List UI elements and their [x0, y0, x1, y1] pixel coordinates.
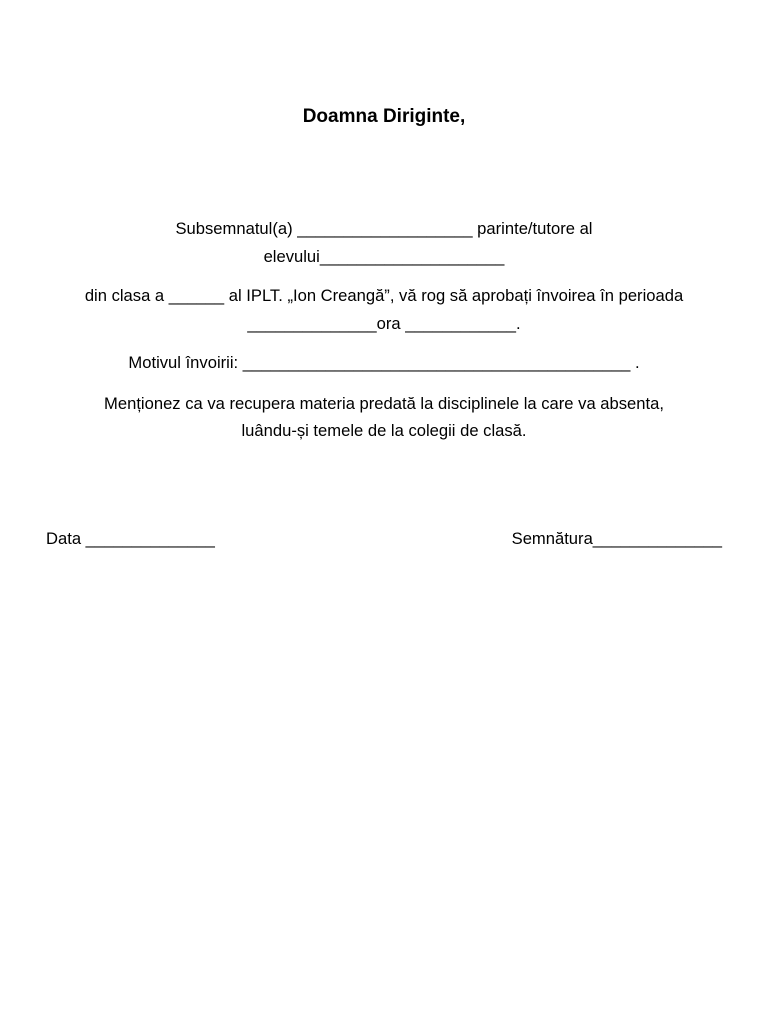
signature-field: Semnătura______________ [511, 529, 722, 548]
class-request-line: din clasa a ______ al IPLT. „Ion Creangă”, vă rog să aprobați învoirea în perioada [84, 286, 684, 305]
date-field: Data ______________ [46, 529, 215, 548]
parent-name-line: Subsemnatul(a) ___________________ parinte/tutore al [175, 219, 593, 238]
student-name-line: elevului____________________ [263, 247, 505, 266]
period-time-line: ______________ora ____________. [247, 314, 521, 333]
note-line-2: luându-și temele de la colegii de clasă. [241, 421, 527, 440]
note-line-1: Menționez ca va recupera materia predată la disciplinele la care va absenta, [104, 394, 664, 413]
reason-line: Motivul învoirii: __________________________________________ . [128, 353, 640, 372]
document-title: Doamna Diriginte, [302, 106, 466, 127]
